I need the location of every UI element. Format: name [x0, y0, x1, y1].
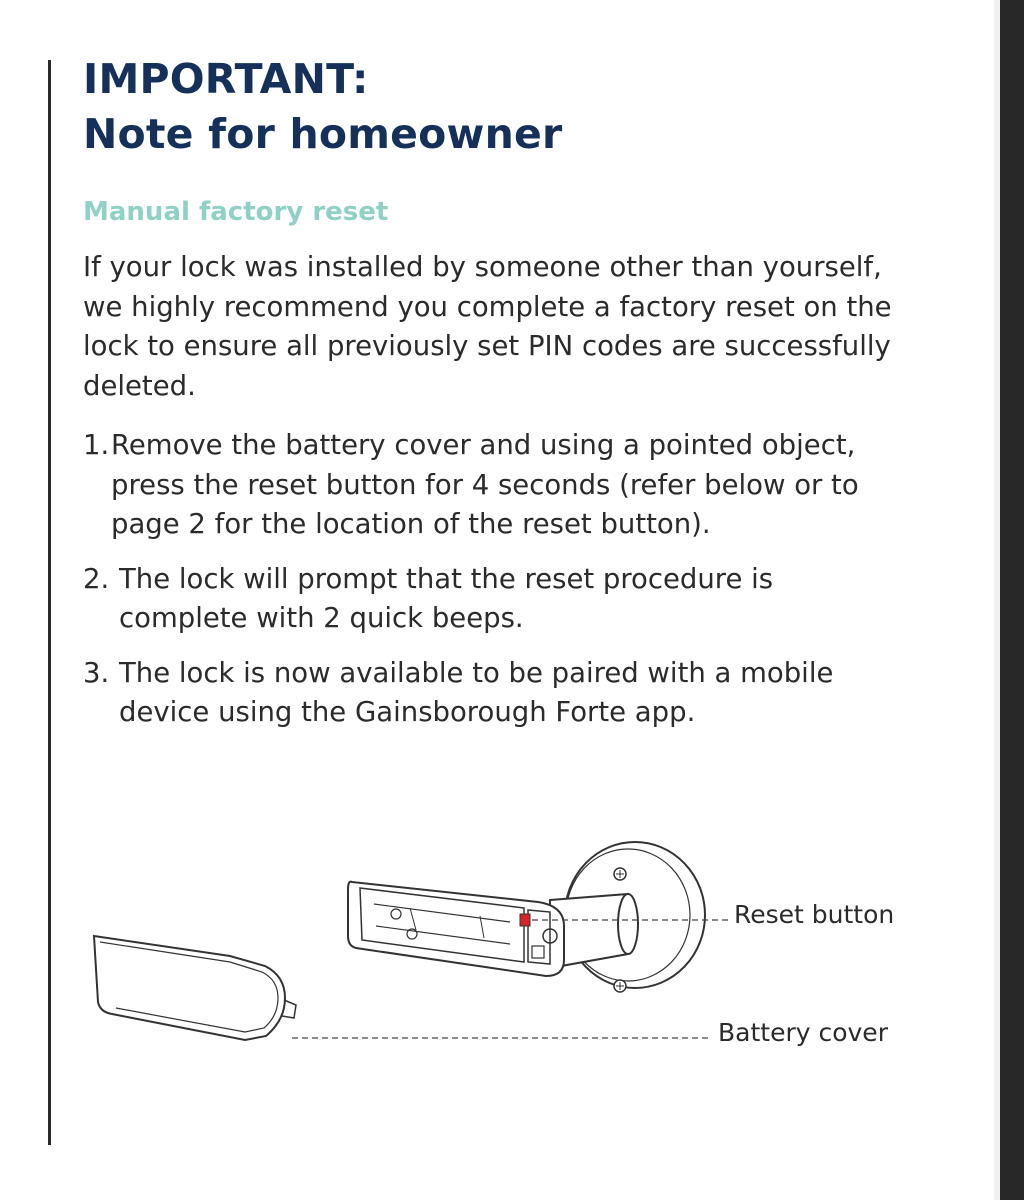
steps-list	[83, 426, 893, 733]
battery-cover-shape	[94, 936, 296, 1040]
step-text: The lock will prompt that the reset procedure is complete with 2 quick beeps.	[119, 562, 774, 634]
reset-button-label: Reset button	[734, 900, 895, 929]
step-number: 2.	[83, 562, 110, 595]
step-text: The lock is now available to be paired with a mobile device using the Gainsborough Forte app.	[119, 656, 834, 728]
document-content	[83, 52, 913, 748]
page-title	[83, 52, 913, 162]
section-heading: Manual factory reset	[83, 197, 389, 227]
title-line-important: IMPORTANT:	[83, 55, 369, 103]
list-item	[83, 426, 893, 545]
lock-illustration	[80, 830, 940, 1090]
page-edge-shadow	[1000, 0, 1024, 1200]
battery-cover-label: Battery cover	[718, 1018, 888, 1047]
step-text: Remove the battery cover and using a pointed object, press the reset button for 4 seconds (refer below or to page 2 for the location of the reset button).	[111, 429, 859, 540]
reset-button-marker	[520, 914, 530, 926]
step-number: 1.	[83, 429, 110, 461]
lock-diagram	[80, 830, 940, 1090]
lock-body-shape	[348, 882, 564, 976]
step-number: 3.	[83, 656, 110, 689]
left-margin-rule	[48, 60, 51, 1145]
intro-paragraph: If your lock was installed by someone other than yourself, we highly recommend you complete a factory reset on the lock to ensure all previously set PIN codes are successfully deleted.	[83, 251, 892, 402]
title-line-note: Note for homeowner	[83, 110, 563, 158]
list-item	[83, 560, 893, 639]
list-item	[83, 654, 893, 733]
